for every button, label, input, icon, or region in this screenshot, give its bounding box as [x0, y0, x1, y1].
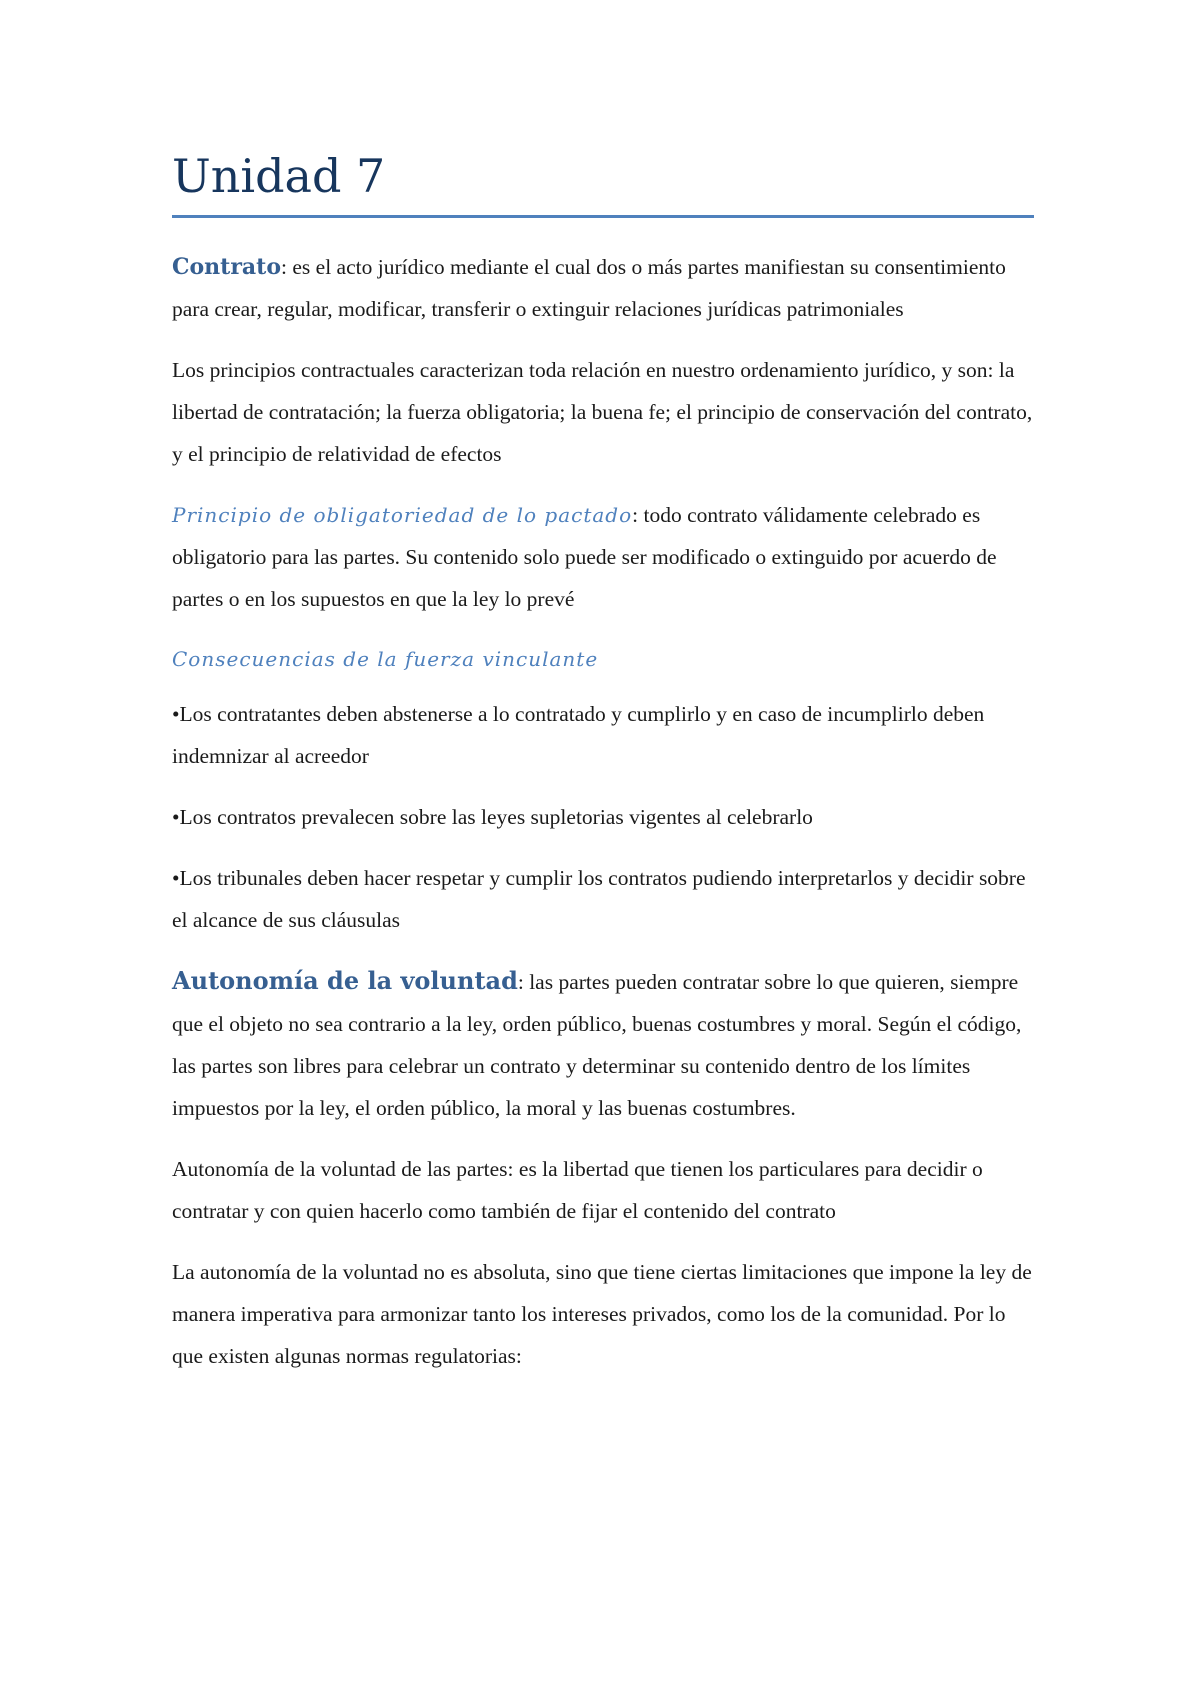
document-body: [172, 140, 1034, 1396]
term-obligatoriedad: Principio de obligatoriedad de lo pactado: [172, 503, 633, 527]
term-contrato: Contrato: [172, 254, 282, 280]
term-autonomia: Autonomía de la voluntad: [172, 966, 518, 995]
definition-contrato: : es el acto jurídico mediante el cual dos o más partes manifiestan su consentimiento para crear, regular, modificar, transferir o extinguir relaciones jurídicas patrimoniales: [172, 255, 1006, 321]
heading-consecuencias: Consecuencias de la fuerza vinculante: [172, 647, 599, 671]
definition-autonomia: : las partes pueden contratar sobre lo que quieren, siempre que el objeto no sea contrario a la ley, orden público, buenas costumbres y moral. Según el código, las partes son libres para celebrar un contrato y determinar su contenido dentro de los límites impuestos por la ley, el orden público, la moral y las buenas costumbres.: [172, 970, 1022, 1120]
paragraph-autonomia: [172, 960, 1034, 1129]
paragraph-contrato: [172, 246, 1034, 330]
list-item-consecuencia: •Los contratos prevalecen sobre las leyes supletorias vigentes al celebrarlo: [172, 805, 813, 829]
paragraph-limitaciones: La autonomía de la voluntad no es absoluta, sino que tiene ciertas limitaciones que impone la ley de manera imperativa para armonizar tanto los intereses privados, como los de la comunidad. Por lo que existen algunas normas regulatorias:: [172, 1260, 1032, 1368]
definition-obligatoriedad: : todo contrato válidamente celebrado es obligatorio para las partes. Su contenido solo puede ser modificado o extinguido por acuerdo de partes o en los supuestos en que la ley lo prevé: [172, 503, 997, 611]
list-item-consecuencia: •Los tribunales deben hacer respetar y cumplir los contratos pudiendo interpretarlos y decidir sobre el alcance de sus cláusulas: [172, 866, 1026, 932]
paragraph-principios: Los principios contractuales caracterizan toda relación en nuestro ordenamiento jurídico, y son: la libertad de contratación; la fuerza obligatoria; la buena fe; el principio de conservación del contrato, y el principio de relatividad de efectos: [172, 358, 1033, 466]
paragraph-obligatoriedad: [172, 494, 1034, 620]
page-title: Unidad 7: [172, 149, 386, 203]
paragraph-autonomia-partes: Autonomía de la voluntad de las partes: es la libertad que tienen los particulares para decidir o contratar y con quien hacerlo como también de fijar el contenido del contrato: [172, 1157, 983, 1223]
list-item-consecuencia: •Los contratantes deben abstenerse a lo contratado y cumplirlo y en caso de incumplirlo deben indemnizar al acreedor: [172, 702, 985, 768]
title-underline: [172, 215, 1034, 218]
